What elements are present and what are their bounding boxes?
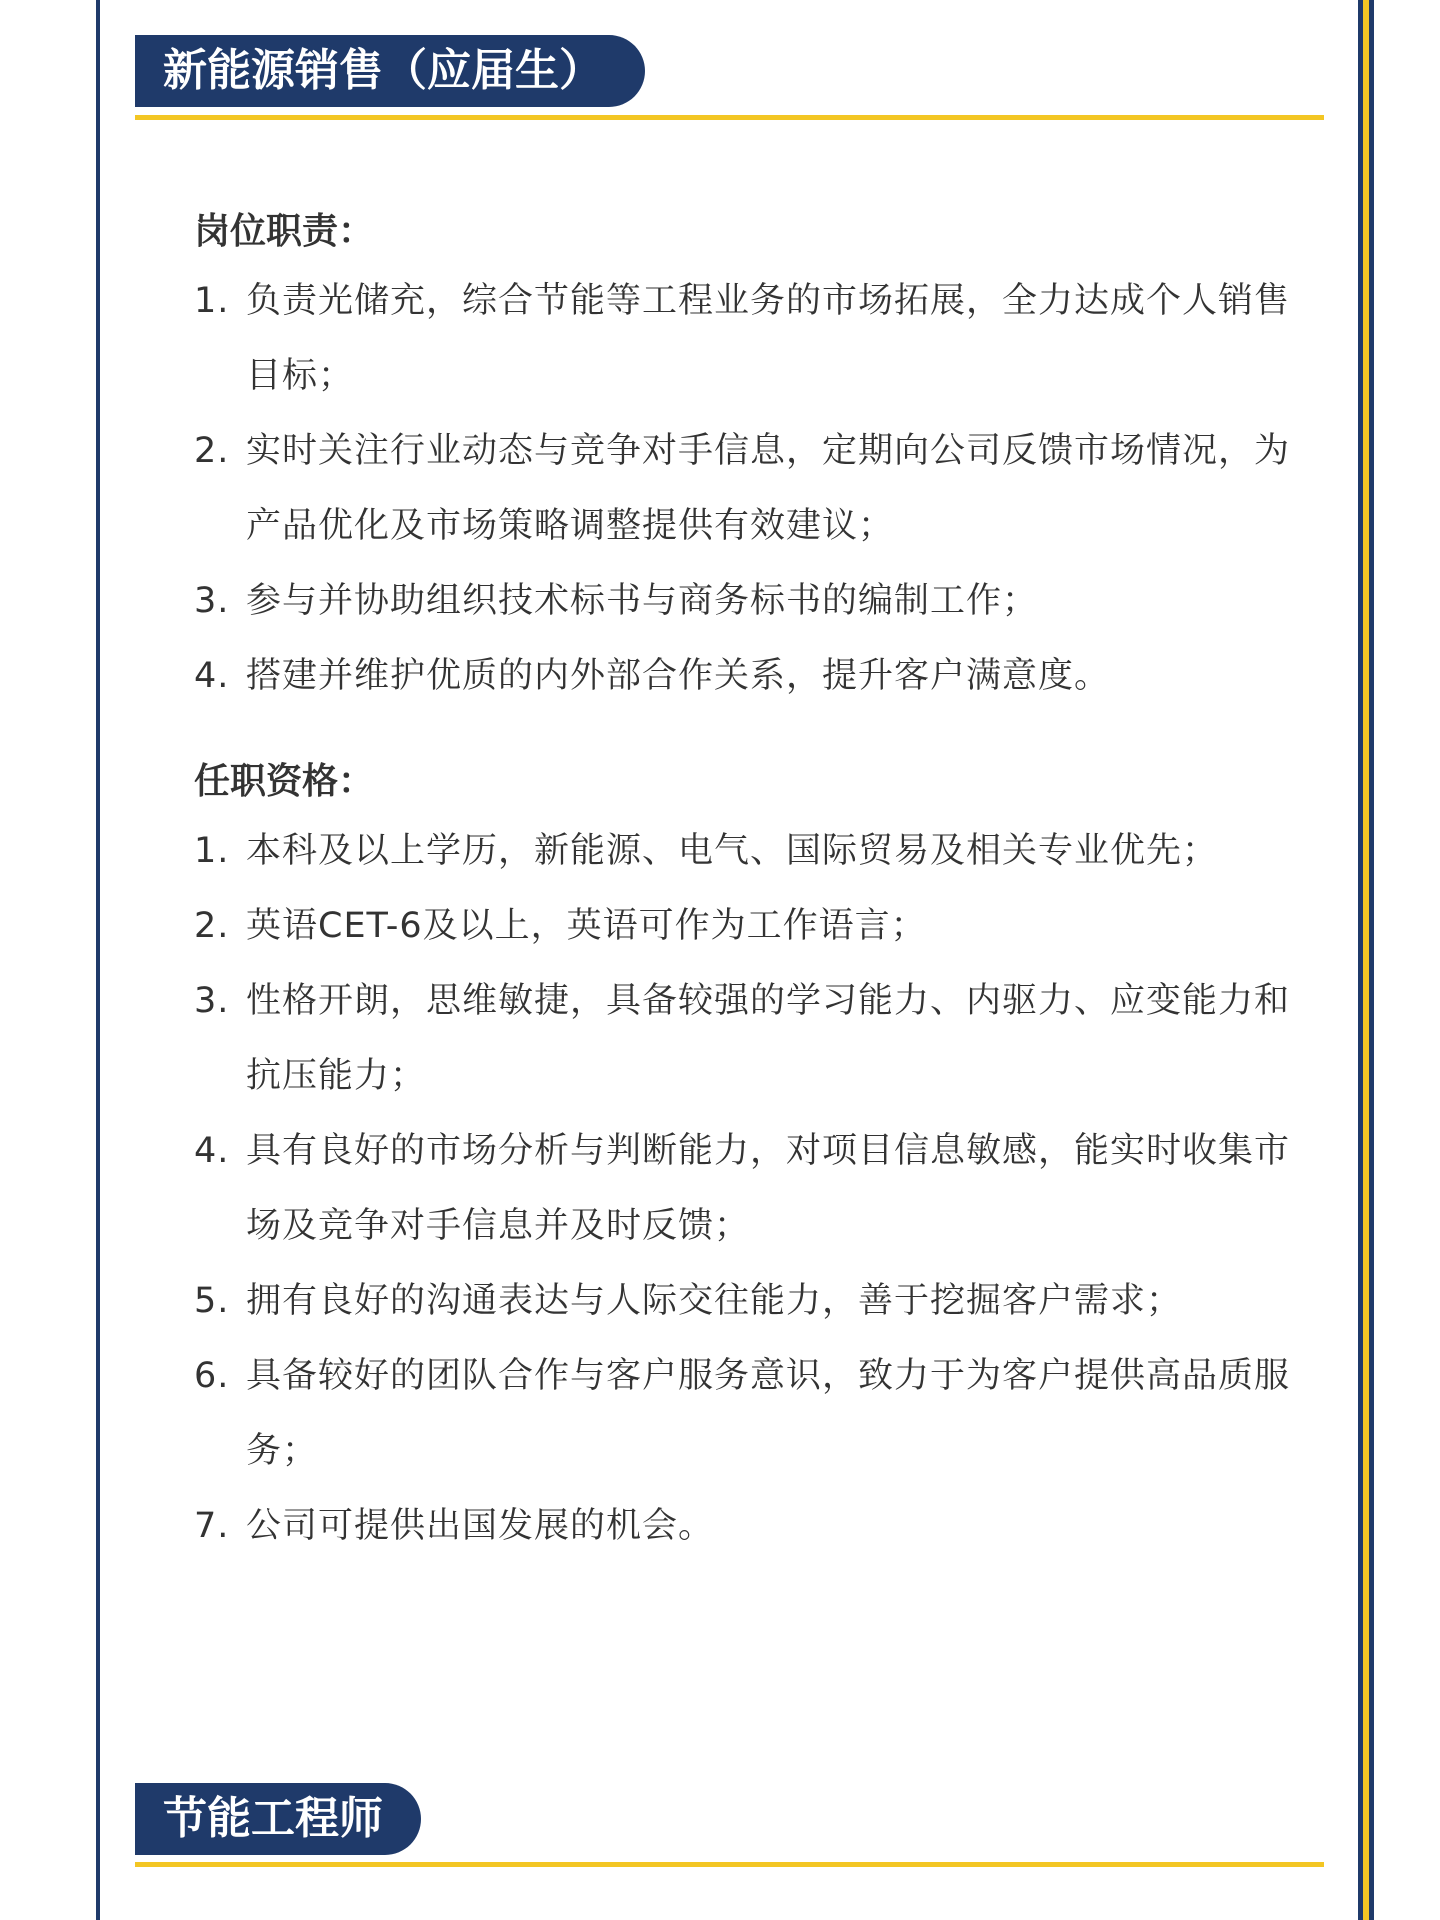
list-item-text: 公司可提供出国发展的机会。 bbox=[246, 1506, 715, 1546]
section-divider bbox=[135, 115, 1324, 120]
list-item-text: 具有良好的市场分析与判断能力，对项目信息敏感，能实时收集市场及竞争对手信息并及时反馈； bbox=[246, 1131, 1291, 1246]
requirements-heading: 任职资格： bbox=[194, 761, 375, 802]
list-item-number: 6. bbox=[194, 1356, 230, 1396]
section-title-new-energy-sales: 新能源销售（应届生） bbox=[135, 35, 645, 107]
right-frame-line-blue-inner bbox=[1369, 0, 1374, 1920]
list-item-number: 4. bbox=[194, 1131, 230, 1171]
section-divider bbox=[135, 1862, 1324, 1867]
left-frame-line bbox=[96, 0, 100, 1920]
list-item-text: 参与并协助组织技术标书与商务标书的编制工作； bbox=[246, 581, 1039, 621]
list-item-number: 3. bbox=[194, 981, 230, 1021]
list-item bbox=[194, 1339, 1324, 1489]
list-item-text: 拥有良好的沟通表达与人际交往能力，善于挖掘客户需求； bbox=[246, 1281, 1183, 1321]
list-item bbox=[194, 264, 1324, 414]
list-item-text: 搭建并维护优质的内外部合作关系，提升客户满意度。 bbox=[246, 656, 1111, 696]
list-item-number: 1. bbox=[194, 831, 230, 871]
list-item-number: 3. bbox=[194, 581, 230, 621]
list-item-text: 负责光储充，综合节能等工程业务的市场拓展，全力达成个人销售目标； bbox=[246, 281, 1291, 396]
list-item bbox=[194, 1489, 1324, 1564]
section-title-energy-engineer: 节能工程师 bbox=[135, 1783, 421, 1855]
list-item bbox=[194, 414, 1324, 564]
list-item bbox=[194, 1114, 1324, 1264]
list-item bbox=[194, 889, 1324, 964]
list-item-number: 4. bbox=[194, 656, 230, 696]
list-item-text: 性格开朗，思维敏捷，具备较强的学习能力、内驱力、应变能力和抗压能力； bbox=[246, 981, 1291, 1096]
list-item bbox=[194, 564, 1324, 639]
list-item-text: 实时关注行业动态与竞争对手信息，定期向公司反馈市场情况，为产品优化及市场策略调整提供有效建议； bbox=[246, 431, 1291, 546]
list-item bbox=[194, 1264, 1324, 1339]
list-item-number: 2. bbox=[194, 906, 230, 946]
duties-heading: 岗位职责： bbox=[194, 211, 375, 252]
list-item-text: 本科及以上学历，新能源、电气、国际贸易及相关专业优先； bbox=[246, 831, 1219, 871]
list-item bbox=[194, 639, 1324, 714]
list-item-number: 1. bbox=[194, 281, 230, 321]
list-item bbox=[194, 964, 1324, 1114]
requirements-list bbox=[194, 814, 1324, 1564]
list-item-number: 2. bbox=[194, 431, 230, 471]
job-description bbox=[194, 200, 1324, 1564]
list-item-number: 7. bbox=[194, 1506, 230, 1546]
list-item bbox=[194, 814, 1324, 889]
list-item-number: 5. bbox=[194, 1281, 230, 1321]
list-item-text: 英语CET-6及以上，英语可作为工作语言； bbox=[246, 906, 927, 946]
duties-list bbox=[194, 264, 1324, 714]
list-item-text: 具备较好的团队合作与客户服务意识，致力于为客户提供高品质服务； bbox=[246, 1356, 1291, 1471]
